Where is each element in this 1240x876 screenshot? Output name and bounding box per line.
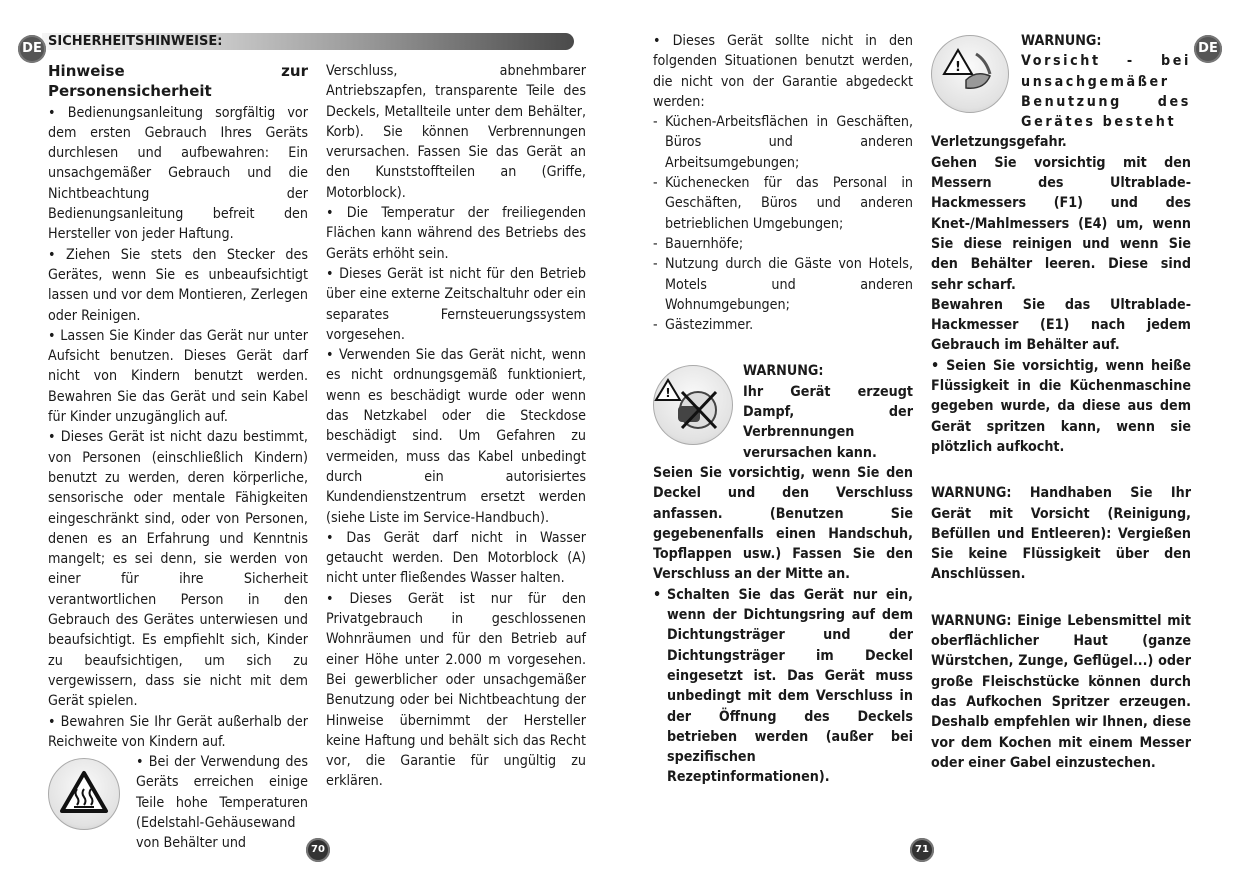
page-number-left: 70	[306, 838, 330, 862]
personal-safety-heading: Hinweise zur Personensicherheit	[48, 62, 308, 101]
svg-text:!: !	[665, 386, 671, 401]
language-badge-right: DE	[1194, 35, 1222, 63]
section-header-bar	[42, 33, 574, 50]
column-2	[326, 61, 586, 792]
paragraph: • Bei der Verwendung des Geräts erreichen einige Teile hohe Temperaturen (Edelstahl-Gehäusewand von Behälter und	[136, 754, 308, 852]
paragraph: Seien Sie vorsichtig, wenn Sie den Deckel und den Verschluss anfassen. (Benutzen Sie gegebenenfalls einen Handschuh, Topflappen usw.) Fassen Sie den Verschluss an der Mitte an.	[653, 464, 913, 583]
paragraph: Gehen Sie vorsichtig mit den Messern des Ultrablade-Hackmessers (F1) und des Knet-/Mahlmessers (E4) um, wenn Sie diese reinigen und wenn Sie den Behälter leeren. Diese sind sehr scharf.	[931, 154, 1191, 293]
page-number-right: 71	[910, 838, 934, 862]
section-header: SICHERHEITSHINWEISE:	[48, 34, 223, 49]
steam-warning-block	[653, 361, 913, 462]
seal-instruction: • Schalten Sie das Gerät nur ein, wenn der Dichtungsring auf dem Dichtungsträger und der Dichtungsträger im Deckel eingesetzt ist. Das Gerät muss unbedingt mit dem Verschluss in der Öffnung des Deckels betrieben werden (außer bei spezifischen Rezeptinformationen).	[653, 586, 913, 786]
right-page	[620, 0, 1240, 876]
list-item: - Gästezimmer.	[653, 315, 913, 335]
svg-text:!: !	[955, 60, 961, 75]
blade-warning-icon	[931, 35, 1009, 113]
column-4	[931, 31, 1191, 773]
list-item: - Nutzung durch die Gäste von Hotels, Motels und anderen Wohnumgebungen;	[653, 254, 913, 315]
paragraph: • Lassen Sie Kinder das Gerät nur unter Aufsicht benutzen. Dieses Gerät darf nicht von Kindern benutzt werden. Bewahren Sie das Gerät und sein Kabel für Kinder unzugänglich auf.	[48, 327, 308, 426]
blade-warning-title: WARNUNG:	[1021, 33, 1102, 49]
steam-warning-text: Ihr Gerät erzeugt Dampf, der Verbrennungen verursachen kann.	[743, 383, 913, 461]
paragraph: • Dieses Gerät ist nicht dazu bestimmt, von Personen (einschließlich Kindern) benutzt zu werden, deren körperliche, sensorische oder mentale Fähigkeiten eingeschränkt sind, oder von Personen, denen es an Erfahrung und Kenntnis mangelt; es sei denn, sie werden von einer für ihre Sicherheit verantwortlichen Person in den Gebrauch des Gerätes unterwiesen und beaufsichtigt. Es empfiehlt sich, Kinder zu beaufsichtigen, um sich zu vergewissern, dass sie nicht mit dem Gerät spielen.	[48, 429, 308, 710]
column-1	[48, 61, 308, 854]
paragraph: • Dieses Gerät ist nur für den Privatgebrauch in geschlossenen Wohnräumen und für den Betrieb auf einer Höhe unter 2.000 m vorgesehen. Bei gewerblicher oder unsachgemäßer Benutzung oder bei Nichtbeachtung der Hinweise übernimmt der Hersteller keine Haftung und behält sich das Recht vor, die Garantie für ungültig zu erklären.	[326, 590, 586, 790]
paragraph: WARNUNG: Handhaben Sie Ihr Gerät mit Vorsicht (Reinigung, Befüllen und Entleeren): Vergießen Sie keine Flüssigkeit über den Anschlüssen.	[931, 485, 1191, 583]
paragraph: • Die Temperatur der freiliegenden Flächen kann während des Betriebs des Geräts erhöht sein.	[326, 205, 586, 262]
steam-lid-warning-icon	[653, 365, 733, 445]
paragraph: • Dieses Gerät sollte nicht in den folgenden Situationen benutzt werden, die nicht von der Garantie abgedeckt werden:	[653, 33, 913, 110]
paragraph: • Ziehen Sie stets den Stecker des Gerätes, wenn Sie es unbeaufsichtigt lassen und vor dem Montieren, Zerlegen oder Reinigen.	[48, 246, 308, 324]
paragraph: WARNUNG: Einige Lebensmittel mit oberflächlicher Haut (ganze Würstchen, Zunge, Geflügel...) oder große Fleischstücke können durch das Aufkochen Spritzer erzeugen. Deshalb empfehlen wir Ihnen, diese vor dem Kochen mit einem Messer oder einer Gabel einzustechen.	[931, 612, 1191, 771]
list-item: - Bauernhöfe;	[653, 234, 913, 254]
paragraph: • Dieses Gerät ist nicht für den Betrieb über eine externe Zeitschaltuhr oder ein separates Fernsteuerungssystem vorgesehen.	[326, 265, 586, 343]
blade-warning-block	[931, 31, 1191, 132]
language-badge-left: DE	[18, 35, 46, 63]
hot-surface-block	[48, 752, 308, 853]
paragraph: • Bedienungsanleitung sorgfältig vor dem ersten Gebrauch Ihres Geräts durchlesen und aufbewahren: Ein unsachgemäßer Gebrauch und die Nichtbeachtung der Bedienungsanleitung befreit den Hersteller von jeder Haftung.	[48, 104, 308, 243]
list-item: - Küchen-Arbeitsflächen in Geschäften, Büros und anderen Arbeitsumgebungen;	[653, 112, 913, 173]
paragraph: • Bewahren Sie Ihr Gerät außerhalb der Reichweite von Kindern auf.	[48, 713, 308, 750]
list-item: - Küchenecken für das Personal in Geschäften, Büros und anderen betrieblichen Umgebungen;	[653, 173, 913, 234]
usage-exclusion-list	[653, 112, 913, 335]
blade-warning-text: Vorsicht - bei unsachgemäßer Benutzung des Gerätes besteht	[1021, 53, 1191, 131]
paragraph: Verschluss, abnehmbarer Antriebszapfen, transparente Teile des Deckels, Metallteile unter dem Behälter, Korb). Sie können Verbrennungen verursachen. Fassen Sie das Gerät an den Kunststoffteilen an (Griffe, Motorblock).	[326, 63, 586, 201]
paragraph: Bewahren Sie das Ultrablade-Hackmesser (E1) nach jedem Gebrauch im Behälter auf.	[931, 296, 1191, 354]
column-3	[653, 31, 913, 788]
paragraph: Verletzungsgefahr.	[931, 134, 1067, 151]
paragraph: • Das Gerät darf nicht in Wasser getaucht werden. Den Motorblock (A) nicht unter fließendes Wasser halten.	[326, 529, 586, 587]
paragraph: • Verwenden Sie das Gerät nicht, wenn es nicht ordnungsgemäß funktioniert, wenn es beschädigt wurde oder wenn das Netzkabel oder die Steckdose beschädigt sind. Um Gefahren zu vermeiden, muss das Kabel unbedingt durch ein autorisiertes Kundendienstzentrum ersetzt werden (siehe Liste im Service-Handbuch).	[326, 347, 586, 526]
paragraph: • Seien Sie vorsichtig, wenn heiße Flüssigkeit in die Küchenmaschine gegeben wurde, da diese aus dem Gerät spritzen kann, wenn sie plötzlich aufkocht.	[931, 357, 1191, 455]
steam-warning-title: WARNUNG:	[743, 363, 824, 380]
hot-surface-warning-icon	[48, 758, 120, 830]
